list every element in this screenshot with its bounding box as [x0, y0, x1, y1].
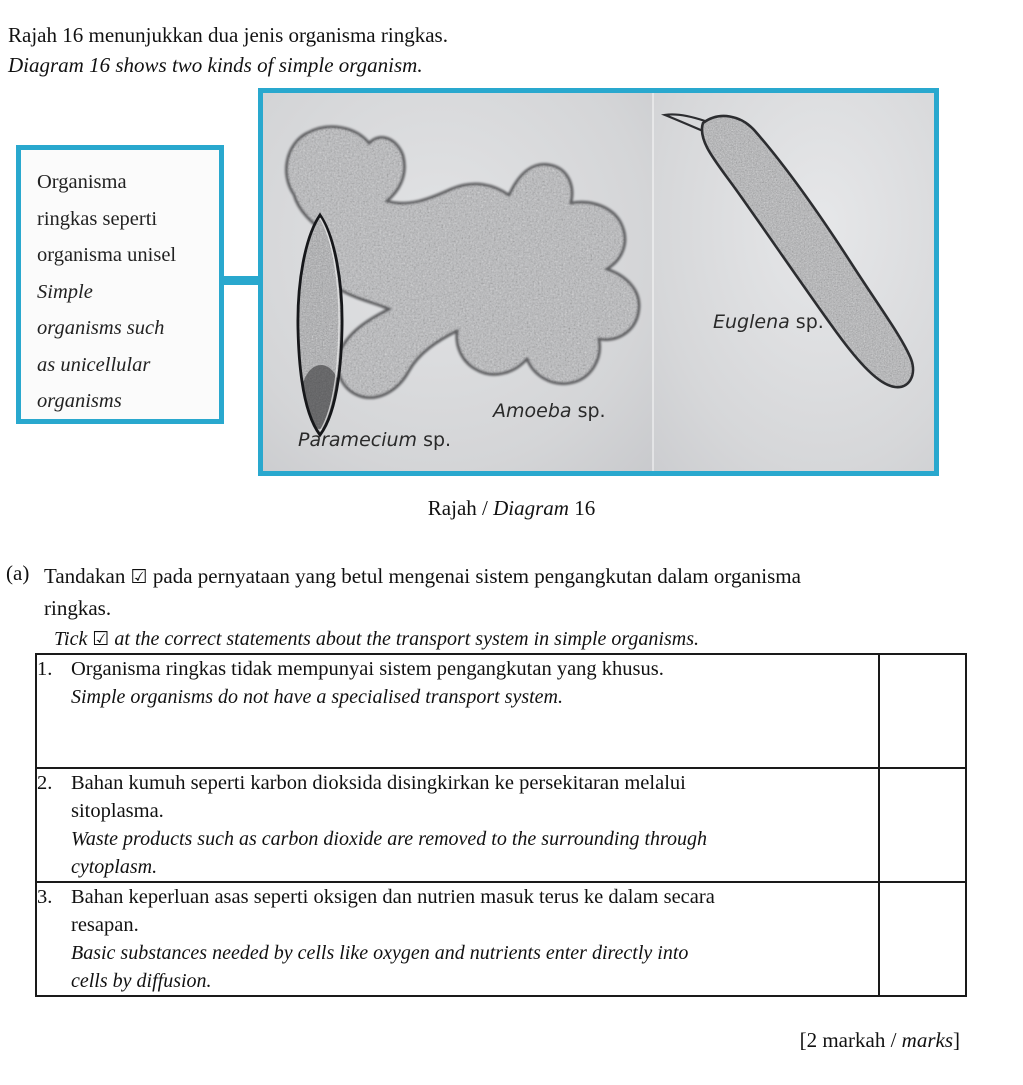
- statement-2-english-line1: Waste products such as carbon dioxide are removed to the surrounding through: [71, 828, 708, 850]
- amoeba-genus: Amoeba: [493, 400, 572, 422]
- statement-2-english-line2: cytoplasm.: [71, 856, 158, 878]
- intro-line-malay: Rajah 16 menunjukkan dua jenis organisma ringkas.: [8, 23, 448, 47]
- diagram-16-figure: [258, 88, 939, 476]
- question-a-line3: [54, 624, 1006, 655]
- question-a-line3-pre: Tick: [54, 628, 93, 650]
- callout-line-5: organisms such: [37, 317, 165, 339]
- tick-box-icon-english: ☑: [92, 628, 110, 650]
- statement-2-malay-line2: sitoplasma.: [71, 800, 164, 822]
- euglena-organism-image: [659, 101, 934, 401]
- statement-3-malay-line2: resapan.: [71, 914, 139, 936]
- callout-line-1: Organisma: [37, 171, 127, 193]
- caption-english: Diagram: [493, 496, 569, 520]
- statements-table: [35, 653, 967, 997]
- tick-box-icon: ☑: [130, 566, 148, 588]
- euglena-label: [713, 311, 824, 333]
- statement-1-malay: Organisma ringkas tidak mempunyai sistem pengangkutan yang khusus.: [71, 658, 664, 680]
- micrograph-pane-right: [653, 93, 934, 471]
- intro-line-english: Diagram 16 shows two kinds of simple organism.: [8, 53, 423, 77]
- marks-allocation: [0, 1028, 960, 1053]
- amoeba-sp: sp.: [571, 400, 606, 422]
- statement-1-english: Simple organisms do not have a specialised transport system.: [71, 686, 564, 708]
- callout-line-7: organisms: [37, 390, 122, 412]
- paramecium-label: [298, 429, 451, 451]
- statement-3-english-line1: Basic substances needed by cells like oxygen and nutrients enter directly into: [71, 942, 689, 964]
- question-a: [6, 561, 1006, 655]
- intro-text: [8, 20, 968, 80]
- question-a-line3-post: at the correct statements about the transport system in simple organisms.: [109, 628, 699, 650]
- question-a-marker: (a): [6, 561, 30, 585]
- euglena-sp: sp.: [789, 311, 824, 333]
- callout-line-4: Simple: [37, 280, 93, 303]
- question-a-line1: [44, 561, 1006, 593]
- statement-number-3: 3.: [37, 886, 53, 908]
- euglena-genus: Euglena: [713, 311, 790, 333]
- question-a-line1-post: pada pernyataan yang betul mengenai sistem pengangkutan dalam organisma: [147, 564, 801, 588]
- marks-close: ]: [953, 1028, 960, 1052]
- paramecium-organism-image: [285, 211, 355, 439]
- micrograph-pane-left: [263, 93, 653, 471]
- statement-number-1: 1.: [37, 658, 53, 680]
- pane-divider: [652, 93, 654, 471]
- table-row: [36, 654, 966, 768]
- marks-italic: marks: [901, 1028, 953, 1052]
- statement-3-english-line2: cells by diffusion.: [71, 970, 212, 992]
- statement-3-malay-line1: Bahan keperluan asas seperti oksigen dan nutrien masuk terus ke dalam secara: [71, 886, 715, 908]
- statement-cell-3: [36, 882, 879, 996]
- caption-number: 16: [568, 496, 596, 520]
- statement-cell-1: [36, 654, 879, 768]
- statement-2-malay-line1: Bahan kumuh seperti karbon dioksida disingkirkan ke persekitaran melalui: [71, 772, 686, 794]
- table-row: [36, 768, 966, 882]
- statement-cell-2: [36, 768, 879, 882]
- tick-cell-3[interactable]: [879, 882, 966, 996]
- callout-box: [16, 145, 224, 424]
- callout-line-3: organisma unisel: [37, 244, 177, 266]
- callout-line-2: ringkas seperti: [37, 207, 158, 230]
- question-a-line2: ringkas.: [44, 596, 112, 620]
- amoeba-label: [493, 400, 606, 422]
- caption-malay: Rajah /: [427, 496, 494, 520]
- tick-cell-2[interactable]: [879, 768, 966, 882]
- question-a-line1-pre: Tandakan: [44, 564, 131, 588]
- tick-cell-1[interactable]: [879, 654, 966, 768]
- statement-number-2: 2.: [37, 772, 53, 794]
- marks-open: [2 markah /: [799, 1028, 902, 1052]
- figure-caption: [0, 496, 1023, 521]
- table-row: [36, 882, 966, 996]
- paramecium-genus: Paramecium: [298, 429, 418, 451]
- paramecium-sp: sp.: [417, 429, 452, 451]
- callout-line-6: as unicellular: [37, 353, 151, 376]
